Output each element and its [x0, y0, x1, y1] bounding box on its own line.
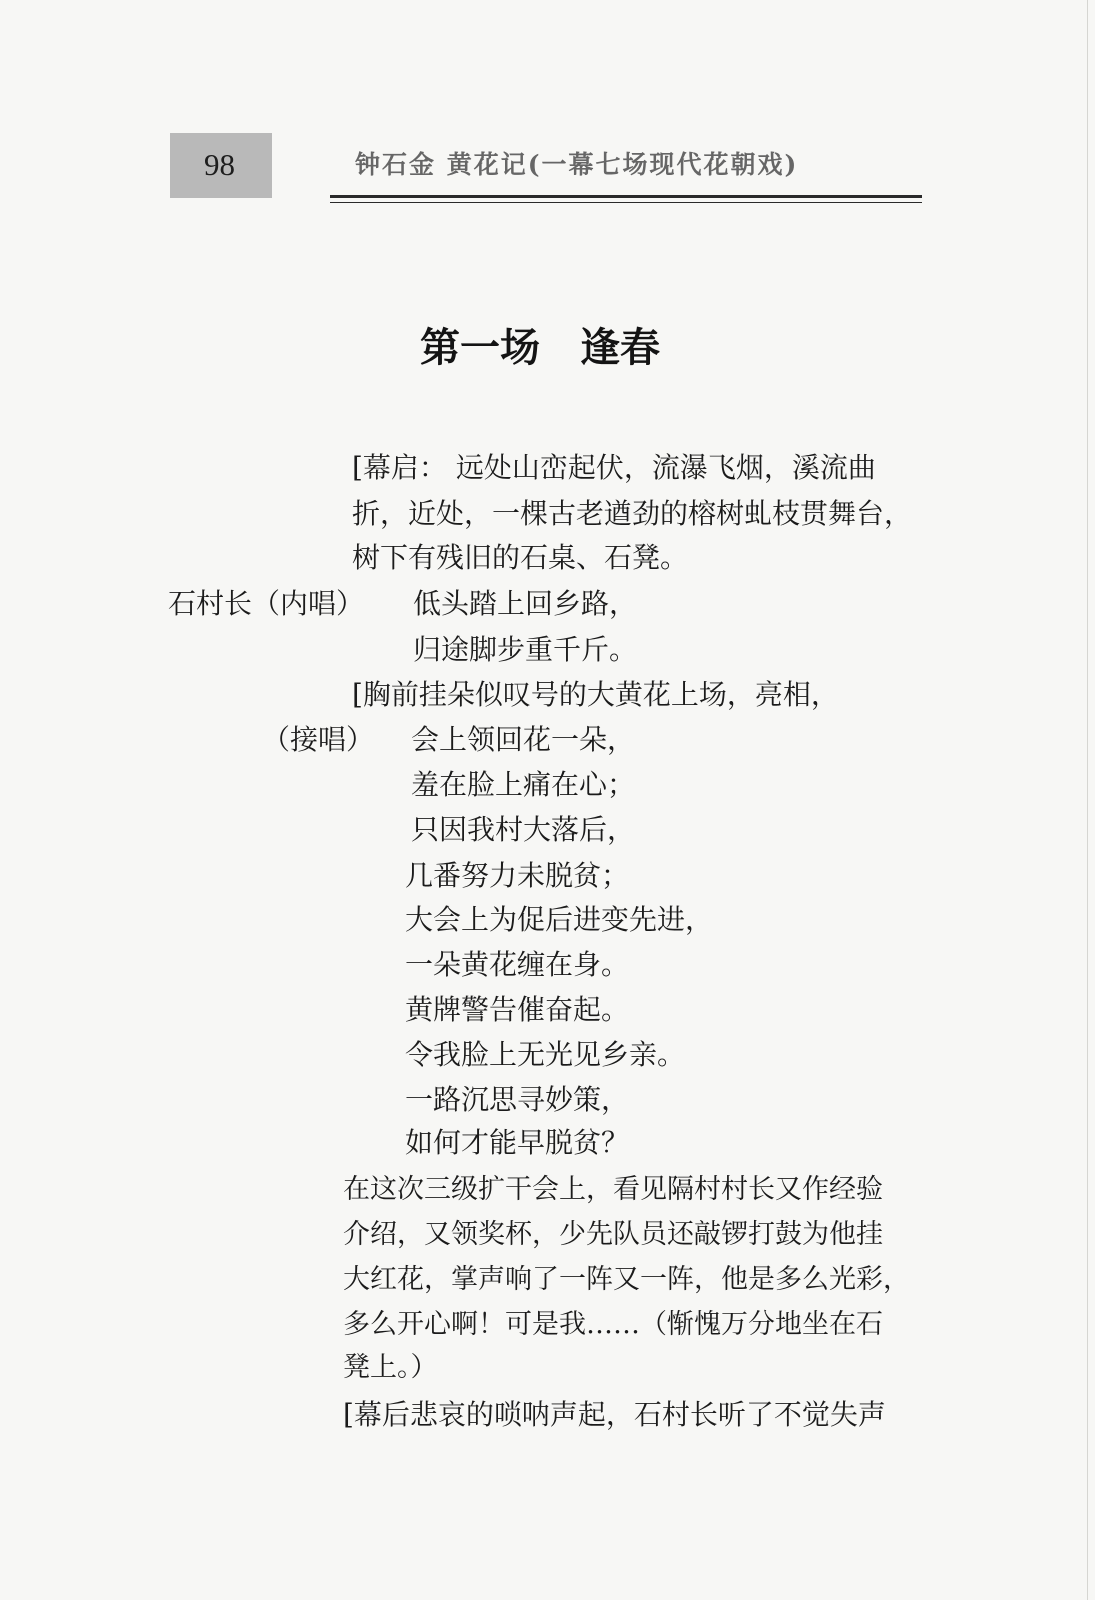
- scene-title: 第一场 逢春: [420, 324, 660, 371]
- lyric-line: 会上领回花一朵，: [411, 723, 636, 756]
- stage-direction-line: [幕启： 远处山峦起伏，流瀑飞烟，溪流曲: [352, 451, 876, 484]
- lyric-line: 黄牌警告催奋起。: [405, 993, 630, 1026]
- lyric-line: 一路沉思寻妙策，: [405, 1083, 630, 1116]
- speaker-label: 石村长（内唱）: [168, 587, 365, 620]
- page-edge-line: [1087, 0, 1088, 1600]
- dialogue-line: 大红花，掌声响了一阵又一阵，他是多么光彩，: [343, 1264, 910, 1295]
- lyric-line: 令我脸上无光见乡亲。: [405, 1038, 686, 1071]
- page-number-box: [170, 133, 272, 198]
- lyric-line: 只因我村大落后，: [411, 813, 636, 846]
- running-header-title: 钟石金 黄花记(一幕七场现代花朝戏): [355, 150, 799, 179]
- page-number: 98: [204, 147, 235, 182]
- lyric-line: 如何才能早脱贫？: [405, 1126, 630, 1159]
- lyric-line: 归途脚步重千斤。: [413, 633, 638, 666]
- lyric-line: 几番努力未脱贫；: [405, 859, 630, 892]
- lyric-line: 低头踏上回乡路，: [413, 587, 638, 620]
- speaker-label: （接唱）: [262, 723, 375, 756]
- lyric-line: 一朵黄花缠在身。: [405, 948, 630, 981]
- stage-direction-line: 树下有残旧的石桌、石凳。: [352, 541, 689, 574]
- stage-direction-line: [胸前挂朵似叹号的大黄花上场，亮相，: [352, 678, 839, 711]
- lyric-line: 大会上为促后进变先进，: [405, 903, 714, 936]
- stage-direction-line: [幕后悲哀的唢呐声起，石村长听了不觉失声: [343, 1398, 886, 1431]
- dialogue-line: 凳上。）: [343, 1352, 438, 1383]
- header-rule-thick: [330, 195, 922, 198]
- dialogue-line: 在这次三级扩干会上，看见隔村村长又作经验: [343, 1174, 883, 1205]
- dialogue-line: 多么开心啊！可是我……（惭愧万分地坐在石: [343, 1309, 883, 1340]
- stage-direction-line: 折，近处，一棵古老遒劲的榕树虬枝贯舞台，: [352, 497, 913, 530]
- lyric-line: 羞在脸上痛在心；: [411, 768, 636, 801]
- dialogue-line: 介绍，又领奖杯，少先队员还敲锣打鼓为他挂: [343, 1219, 883, 1250]
- header-rule-thin: [330, 202, 922, 203]
